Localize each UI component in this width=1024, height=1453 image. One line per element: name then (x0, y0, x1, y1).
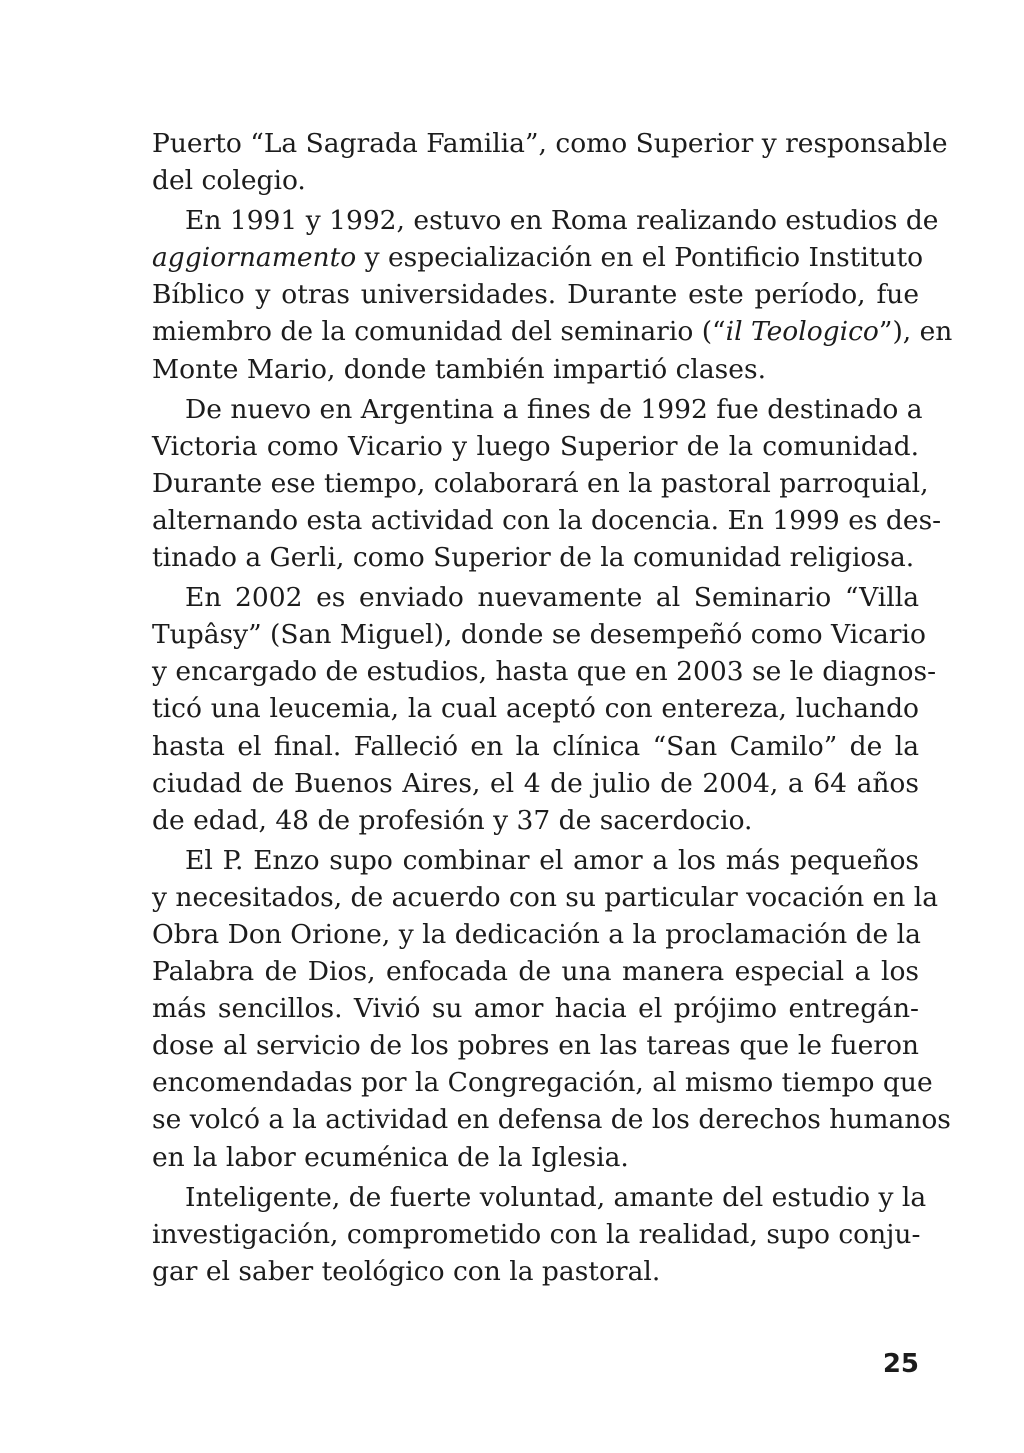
text-line: ticó una leucemia, la cual aceptó con entereza, luchando (152, 693, 919, 725)
text-line: En 2002 es enviado nuevamente al Seminario “Villa (185, 582, 919, 614)
text-line: De nuevo en Argentina a fines de 1992 fue destinado a (185, 393, 923, 425)
text-line: Bíblico y otras universidades. Durante este período, fue (152, 279, 919, 311)
body-text (152, 125, 953, 1290)
text-line: Tupâsy” (San Miguel), donde se desempeñó como Vicario (152, 619, 926, 651)
paragraph (152, 1179, 927, 1290)
text-line: En 1991 y 1992, estuvo en Roma realizando estudios de (185, 205, 939, 237)
paragraph (152, 391, 942, 576)
page-number: 25 (882, 1349, 919, 1379)
text-line: del colegio. (152, 165, 306, 197)
text-line: y necesitados, de acuerdo con su particular vocación en la (152, 881, 939, 913)
text-line: alternando esta actividad con la docencia. En 1999 es des- (152, 504, 942, 536)
text-line: tinado a Gerli, como Superior de la comunidad religiosa. (152, 542, 915, 574)
text-line: El P. Enzo supo combinar el amor a los más pequeños (185, 844, 919, 876)
text-line: Obra Don Orione, y la dedicación a la proclamación de la (152, 918, 921, 950)
paragraph (152, 202, 953, 387)
paragraph (152, 579, 937, 839)
text-line: Puerto “La Sagrada Familia”, como Superior y responsable (152, 128, 948, 159)
text-line: Victoria como Vicario y luego Superior de la comunidad. (152, 430, 919, 462)
text-line: ciudad de Buenos Aires, el 4 de julio de 2004, a 64 años (152, 767, 919, 799)
italic-term-aggiornamento: aggiornamento (152, 242, 357, 274)
text-line: encomendadas por la Congregación, al mismo tiempo que (152, 1067, 933, 1099)
text-line: Monte Mario, donde también impartió clases. (152, 353, 766, 385)
paragraph (152, 125, 948, 199)
text-line: gar el saber teológico con la pastoral. (152, 1255, 661, 1287)
italic-term-il-teologico: il Teologico (725, 316, 879, 348)
text-line: y encargado de estudios, hasta que en 2003 se le diagnos- (152, 656, 937, 688)
paragraph (152, 842, 951, 1176)
text-line: investigación, comprometido con la realidad, supo conju- (152, 1218, 921, 1250)
text-line: dose al servicio de los pobres en las tareas que le fueron (152, 1030, 919, 1062)
text-line: miembro de la comunidad del seminario (“il Teologico”), en (152, 316, 953, 348)
text-line: Durante ese tiempo, colaborará en la pastoral parroquial, (152, 467, 929, 499)
text-line: Inteligente, de fuerte voluntad, amante del estudio y la (185, 1181, 927, 1213)
text-line: Palabra de Dios, enfocada de una manera especial a los (152, 956, 919, 988)
text-line: hasta el final. Falleció en la clínica “San Camilo” de la (152, 730, 919, 762)
text-line: más sencillos. Vivió su amor hacia el prójimo entregán- (152, 993, 919, 1025)
text-line: aggiornamento y especialización en el Pontificio Instituto (152, 242, 924, 274)
text-line: se volcó a la actividad en defensa de los derechos humanos (152, 1104, 951, 1136)
text-line: de edad, 48 de profesión y 37 de sacerdocio. (152, 804, 753, 836)
text-line: en la labor ecuménica de la Iglesia. (152, 1141, 629, 1173)
